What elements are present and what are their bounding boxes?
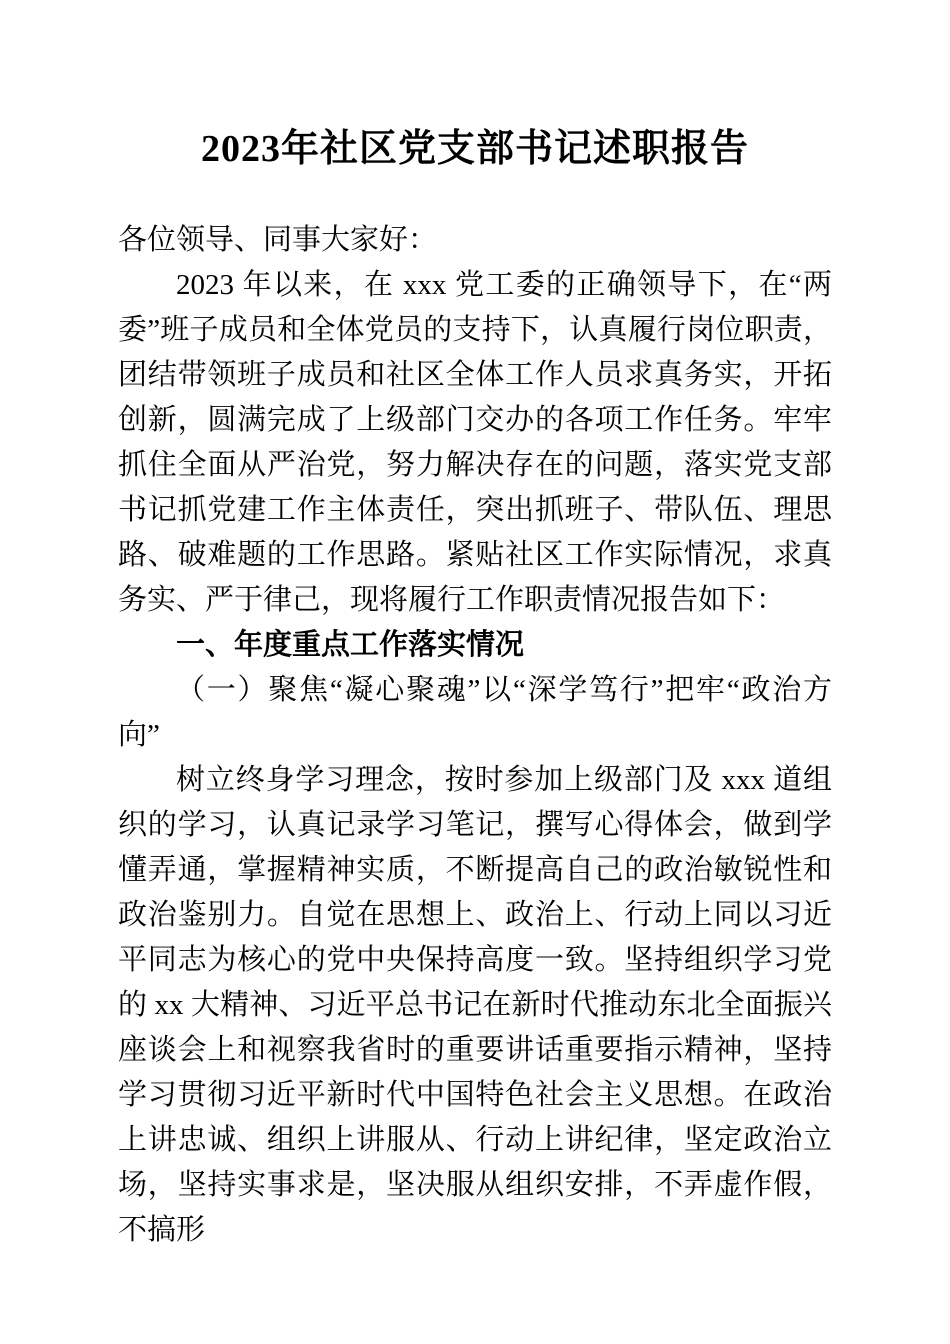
greeting-line: 各位领导、同事大家好： (118, 223, 438, 256)
document-title: 2023年社区党支部书记述职报告 (200, 128, 749, 170)
subsection-heading-1: （一）聚焦“凝心聚魂”以“深学笃行”把牢“政治方向” (118, 673, 832, 751)
section-heading-1: 一、年度重点工作落实情况 (176, 628, 525, 661)
intro-paragraph: 2023 年以来，在 xxx 党工委的正确领导下，在“两委”班子成员和全体党员的支持下，认真履行岗位职责，团结带领班子成员和社区全体工作人员求真务实，开拓创新，圆满完成了上级部门交办的各项工作任务。牢牢抓住全面从严治党，努力解决存在的问题，落实党支部书记抓党建工作主体责任，突出抓班子、带队伍、理思路、破难题的工作思路。紧贴社区工作实际情况，求真务实、严于律己，现将履行工作职责情况报告如下： (118, 268, 832, 616)
body-paragraph-1: 树立终身学习理念，按时参加上级部门及 xxx 道组织的学习，认真记录学习笔记，撰写心得体会，做到学懂弄通，掌握精神实质，不断提高自己的政治敏锐性和政治鉴别力。自觉在思想上、政治上、行动上同以习近平同志为核心的党中央保持高度一致。坚持组织学习党的 xx 大精神、习近平总书记在新时代推动东北全面振兴座谈会上和视察我省时的重要讲话重要指示精神，坚持学习贯彻习近平新时代中国特色社会主义思想。在政治上讲忠诚、组织上讲服从、行动上讲纪律，坚定政治立场，坚持实事求是，坚决服从组织安排，不弄虚作假，不搞形 (118, 763, 832, 1246)
